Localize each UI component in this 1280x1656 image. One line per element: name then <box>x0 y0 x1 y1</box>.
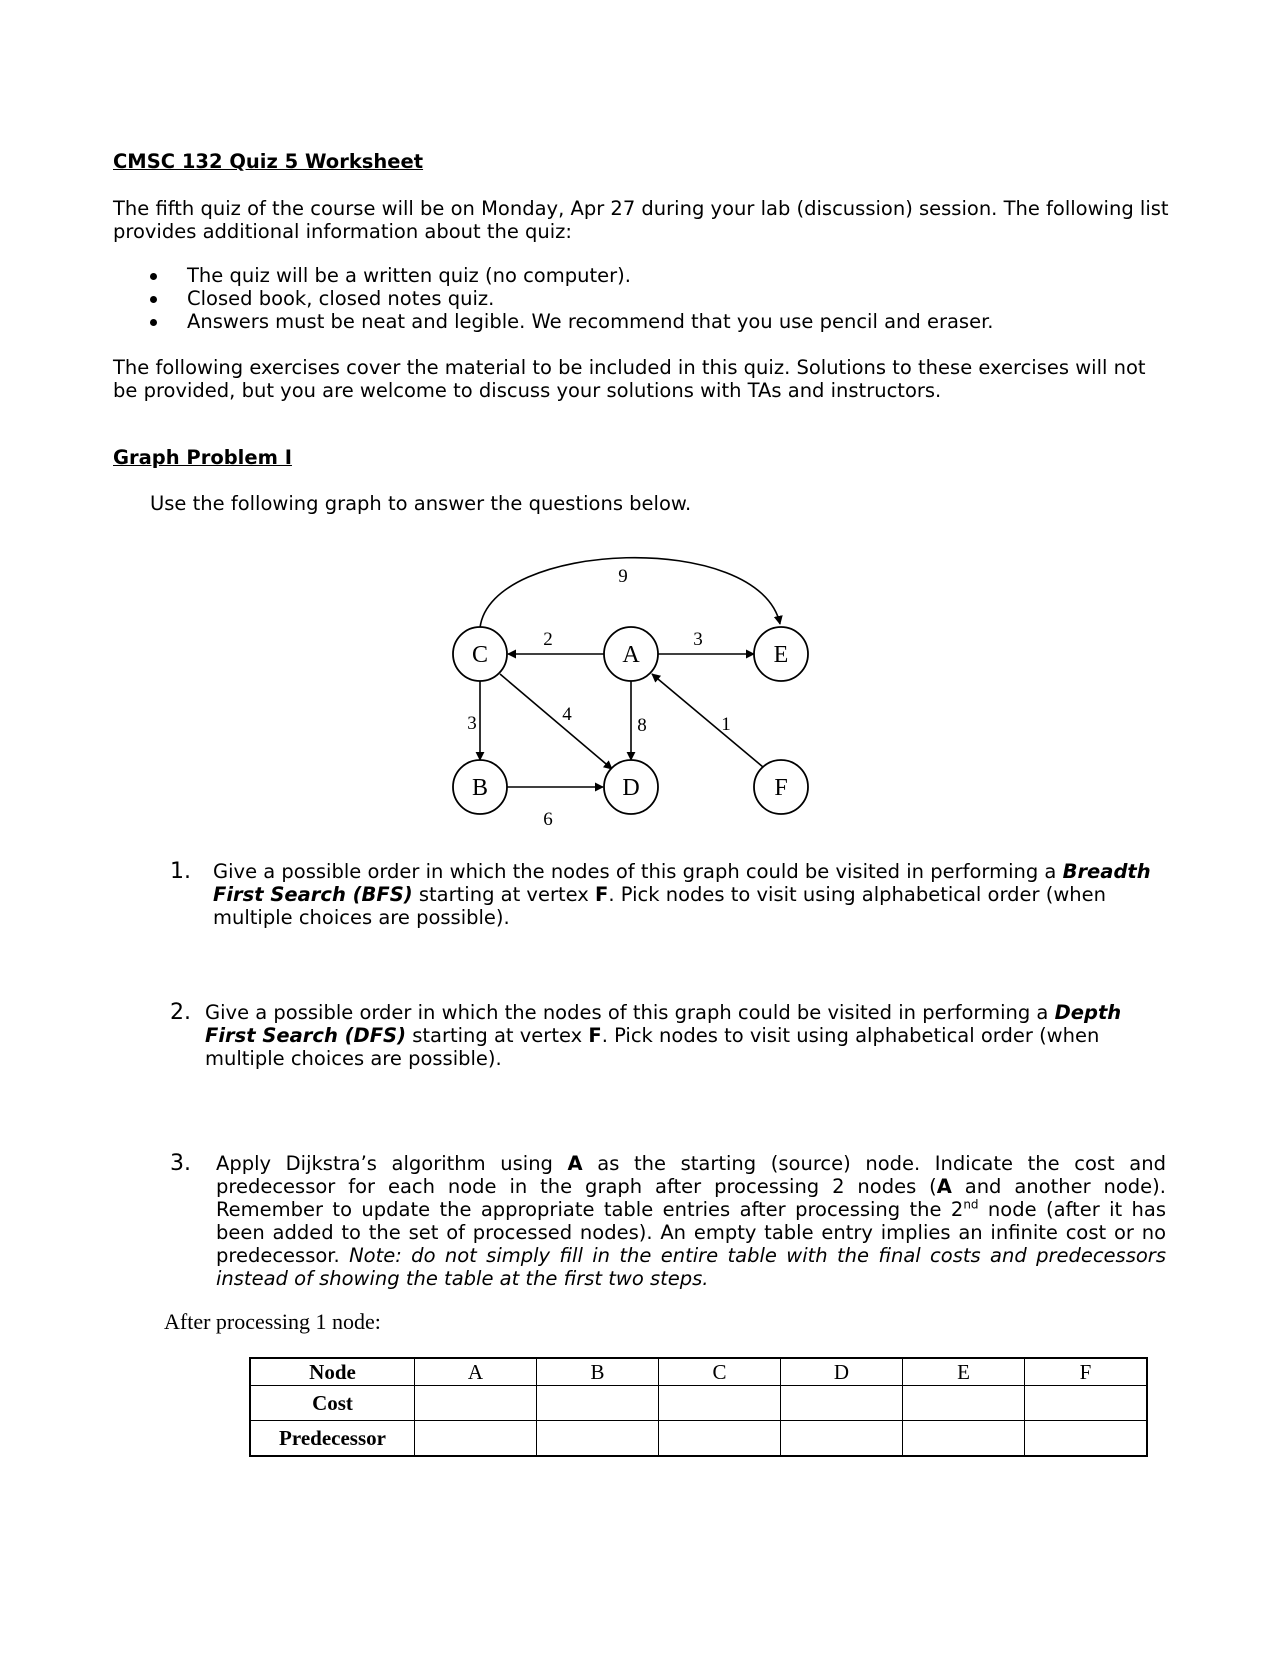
edge-c-d <box>500 674 612 769</box>
row-header: Predecessor <box>250 1421 415 1457</box>
row-header: Node <box>250 1358 415 1386</box>
node-label: F <box>774 775 788 801</box>
cost-cell-d[interactable] <box>781 1386 903 1421</box>
bullet-icon <box>150 273 157 280</box>
edge-c-e <box>480 558 780 628</box>
column-header: C <box>659 1358 781 1386</box>
edge-weight: 8 <box>637 715 647 736</box>
question-text: Apply Dijkstra’s algorithm using A as the starting (source) node. Indicate the cost and predecessor for each node in the graph after processing 2 nodes (A and another node). Remember to update the appropriate table entries after processing the 2nd node (after it has been added to the set of processed nodes). An empty table entry implies an infinite cost or no predecessor. Note: do not simply fill in the entire table with the final costs and predecessors instead of showing the table at the first two steps. <box>216 1152 1166 1290</box>
question-number: 3. <box>170 1151 191 1176</box>
cost-cell-c[interactable] <box>659 1386 781 1421</box>
predecessor-cell-c[interactable] <box>659 1421 781 1457</box>
column-header: E <box>903 1358 1025 1386</box>
list-item: Answers must be neat and legible. We recommend that you use pencil and eraser. <box>147 310 1147 333</box>
table-row <box>250 1421 1147 1457</box>
cost-cell-a[interactable] <box>415 1386 537 1421</box>
predecessor-cell-f[interactable] <box>1025 1421 1148 1457</box>
exercises-paragraph: The following exercises cover the material to be included in this quiz. Solutions to these exercises will not be provided, but you are welcome to discuss your solutions with TAs and instructors. <box>113 356 1146 402</box>
edge-weight: 9 <box>618 566 628 587</box>
dijkstra-table <box>249 1357 1148 1457</box>
table-row <box>250 1358 1147 1386</box>
question-number: 2. <box>170 1000 191 1025</box>
column-header: D <box>781 1358 903 1386</box>
question-3 <box>170 1152 1170 1292</box>
list-item: The quiz will be a written quiz (no computer). <box>147 264 1147 287</box>
table-row <box>250 1386 1147 1421</box>
graph-intro: Use the following graph to answer the questions below. <box>150 492 692 515</box>
column-header: B <box>537 1358 659 1386</box>
question-number: 1. <box>170 859 191 884</box>
predecessor-cell-e[interactable] <box>903 1421 1025 1457</box>
node-label: A <box>622 642 640 668</box>
question-1 <box>170 860 1170 930</box>
list-item: Closed book, closed notes quiz. <box>147 287 1147 310</box>
after-processing-label: After processing 1 node: <box>164 1309 381 1334</box>
bullet-icon <box>150 319 157 326</box>
section-title: Graph Problem I <box>113 446 292 469</box>
edge-weight: 3 <box>467 713 477 734</box>
quiz-info-list <box>147 264 1147 333</box>
question-text: Give a possible order in which the nodes of this graph could be visited in performing a Depth First Search (DFS) starting at vertex F. Pick nodes to visit using alphabetical order (when multiple choices are possible). <box>205 1001 1122 1070</box>
cost-cell-e[interactable] <box>903 1386 1025 1421</box>
worksheet-title: CMSC 132 Quiz 5 Worksheet <box>113 150 424 173</box>
column-header: A <box>415 1358 537 1386</box>
edge-weight: 3 <box>693 629 703 650</box>
edge-weight: 1 <box>721 714 731 735</box>
bullet-icon <box>150 296 157 303</box>
predecessor-cell-d[interactable] <box>781 1421 903 1457</box>
row-header: Cost <box>250 1386 415 1421</box>
cost-cell-b[interactable] <box>537 1386 659 1421</box>
question-2 <box>170 1001 1170 1071</box>
column-header: F <box>1025 1358 1148 1386</box>
node-label: C <box>471 642 489 668</box>
question-text: Give a possible order in which the nodes of this graph could be visited in performing a Breadth First Search (BFS) starting at vertex F. Pick nodes to visit using alphabetical order (when multiple choices are possible). <box>213 860 1151 929</box>
intro-paragraph: The fifth quiz of the course will be on Monday, Apr 27 during your lab (discussion) session. The following list provides additional information about the quiz: <box>113 197 1169 243</box>
node-label: D <box>622 775 640 801</box>
graph-diagram <box>420 530 820 830</box>
edge-f-a <box>652 674 763 767</box>
predecessor-cell-b[interactable] <box>537 1421 659 1457</box>
node-label: E <box>773 642 789 668</box>
edge-weight: 4 <box>562 704 572 725</box>
node-label: B <box>471 775 489 801</box>
cost-cell-f[interactable] <box>1025 1386 1148 1421</box>
edge-weight: 2 <box>543 629 553 650</box>
edge-weight: 6 <box>543 809 553 830</box>
predecessor-cell-a[interactable] <box>415 1421 537 1457</box>
